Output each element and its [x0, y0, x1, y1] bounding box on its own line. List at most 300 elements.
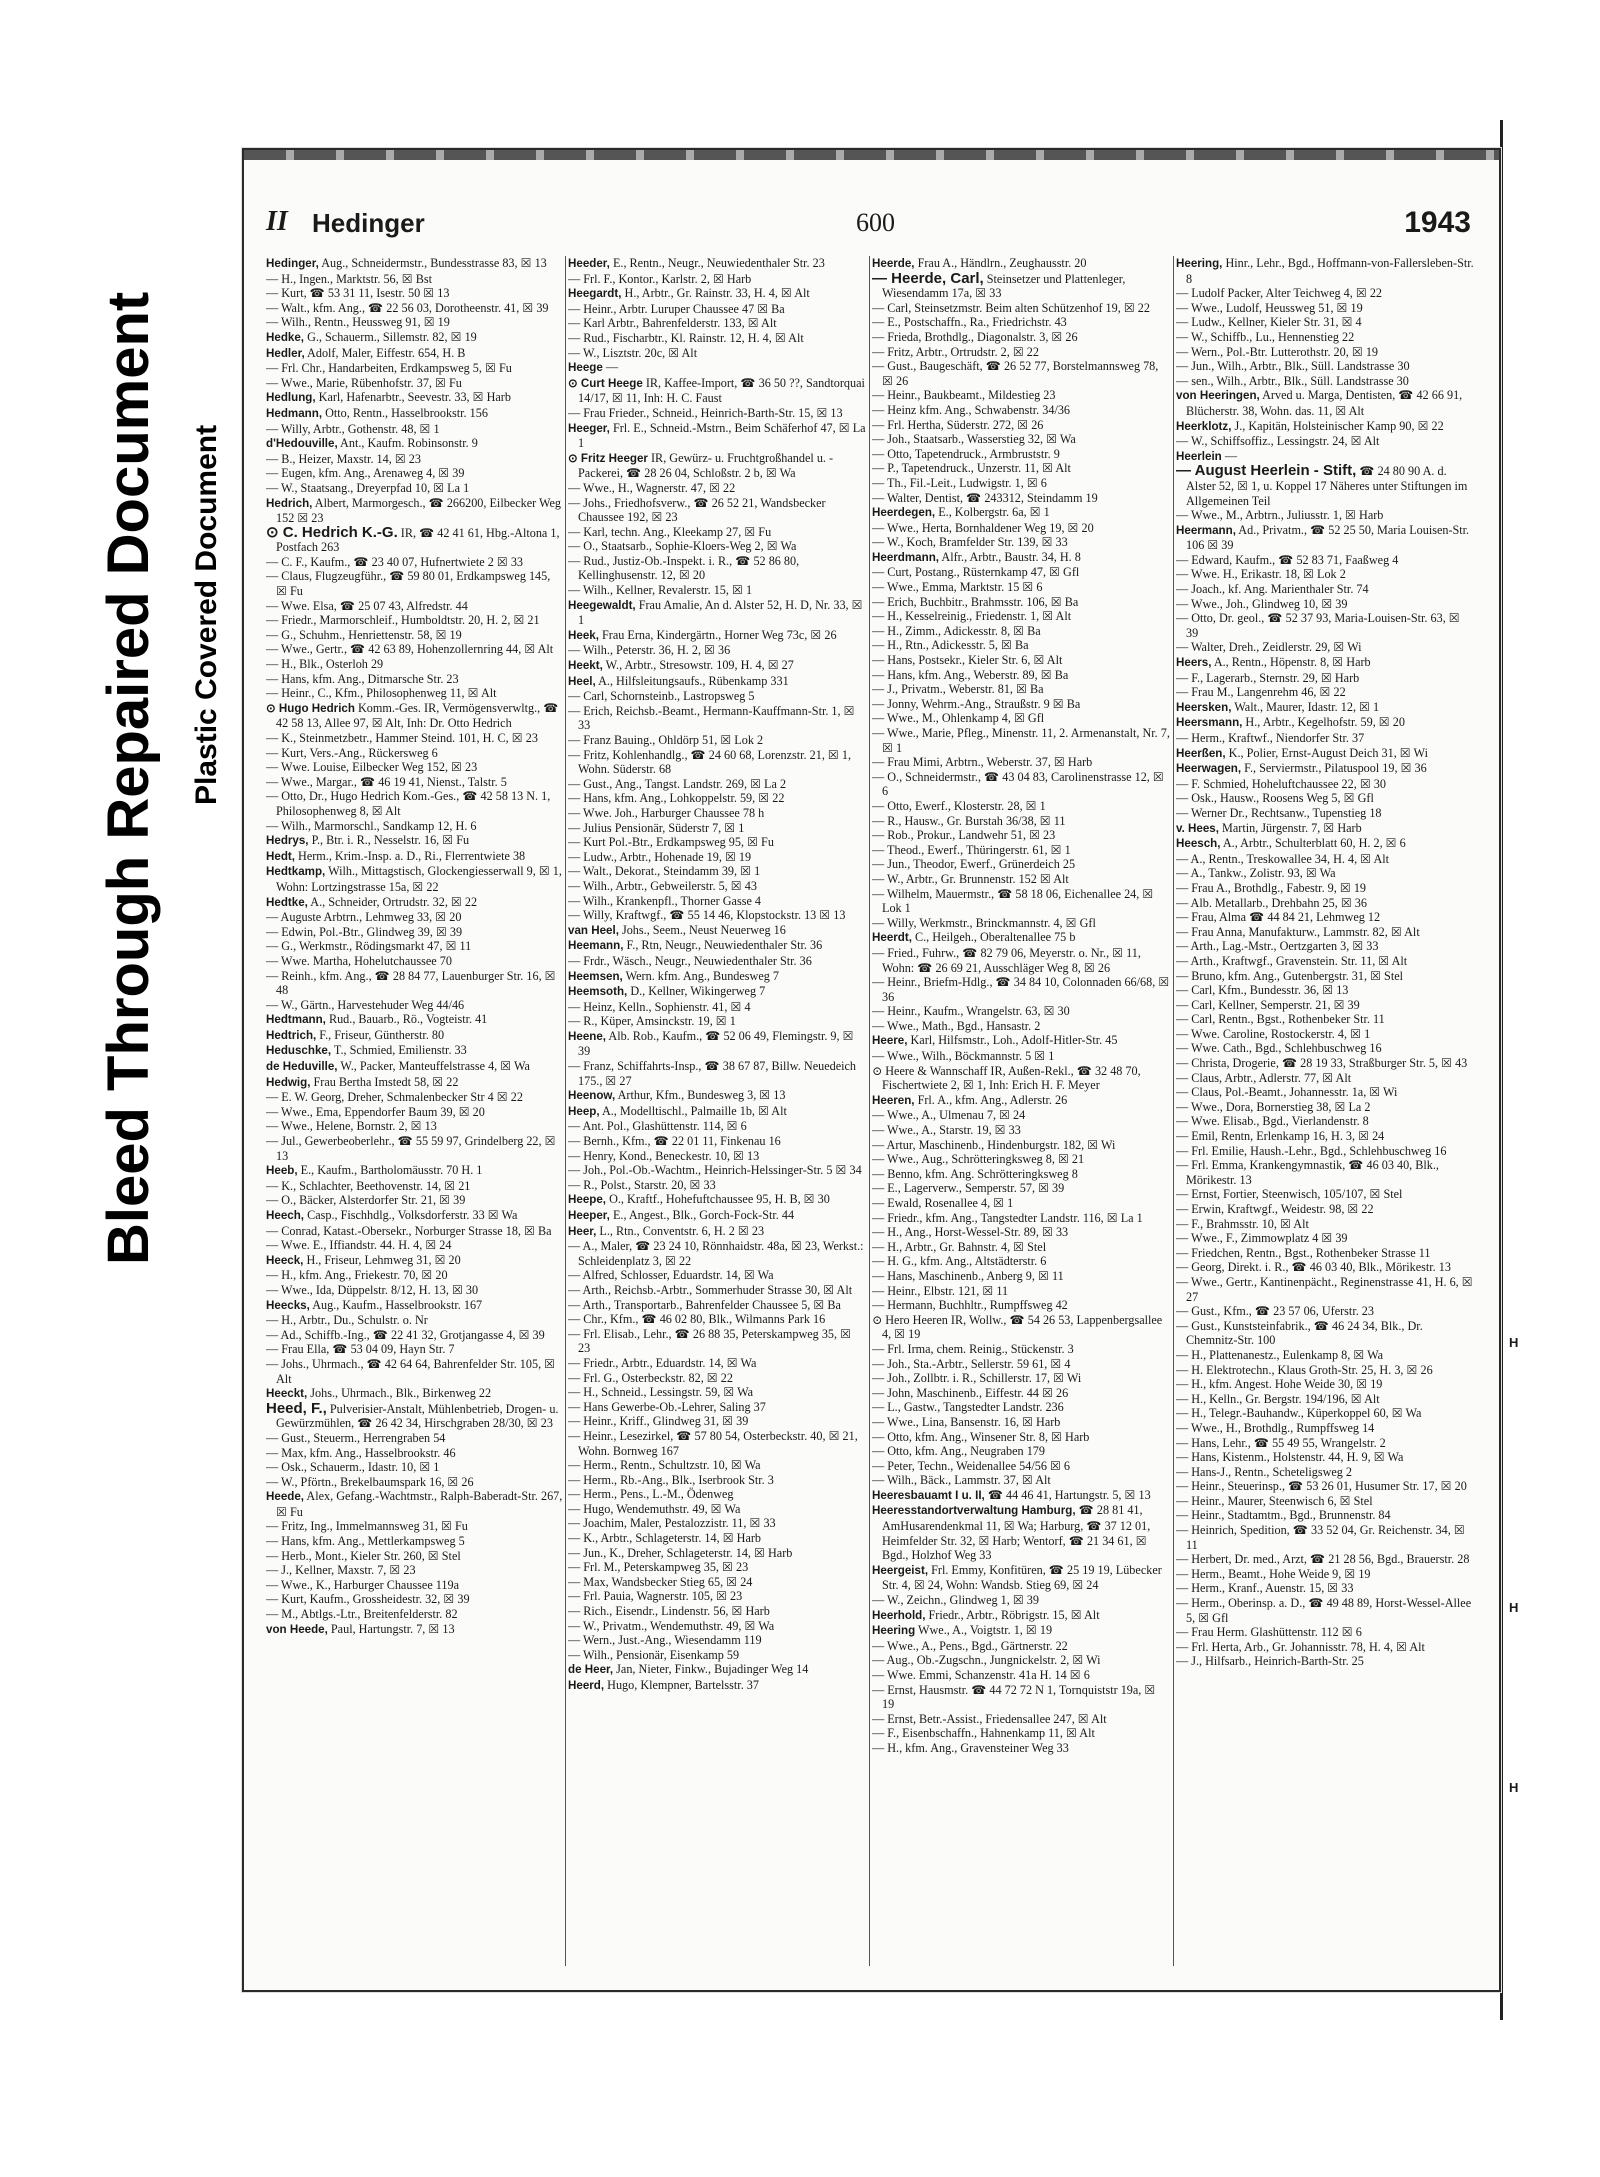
- directory-entry: [872, 330, 1170, 345]
- entry-surname: Heerwagen,: [1176, 762, 1242, 776]
- entry-details: — Joh., Zollbtr. i. R., Schillerstr. 17, ☒ Wi: [872, 1371, 1082, 1386]
- directory-entry: [1176, 1465, 1474, 1480]
- directory-entry: [1176, 345, 1474, 360]
- page-top-band: [244, 150, 1499, 160]
- entry-details: — Wwe., Dora, Bornerstieg 38, ☒ La 2: [1176, 1099, 1371, 1114]
- directory-entry: [1176, 1129, 1474, 1144]
- directory-entry: [872, 770, 1170, 799]
- directory-entry: [1176, 700, 1474, 716]
- directory-entry: [1176, 1363, 1474, 1378]
- entry-surname: Heerßen,: [1176, 746, 1226, 760]
- entry-details: — Joh., Staatsarb., Wasserstieg 32, ☒ Wa: [872, 432, 1076, 447]
- entry-details: — Ernst, Fortier, Steenwisch, 105/107, ☒ Stel: [1176, 1187, 1403, 1202]
- entry-details: — Bernh., Kfm., ☎ 22 01 11, Finkenau 16: [568, 1134, 781, 1149]
- entry-details: IR, Gewürz- u. Fruchtgroßhandel u. -Packerei, ☎ 28 26 04, Schloßstr. 2 b, ☒ Wa: [578, 450, 834, 481]
- directory-entry: [872, 946, 1170, 975]
- directory-entry: [1176, 1450, 1474, 1465]
- directory-entry: [872, 1503, 1170, 1562]
- entry-details: A., Arbtr., Schulterblatt 60, H. 2, ☒ 6: [1220, 836, 1406, 851]
- entry-surname: Heesch,: [1176, 837, 1221, 851]
- repaired-document-label: Repaired Document: [96, 291, 161, 840]
- directory-entry: [568, 1000, 866, 1015]
- entry-details: A., Hilfsleitungsaufs., Rübenkamp 331: [595, 673, 789, 688]
- entry-details: H., Friseur, Lehmweg 31, ☒ 20: [303, 1252, 461, 1267]
- entry-details: — Wwe., Aug., Schrötteringksweg 8, ☒ 21: [872, 1152, 1085, 1167]
- entry-details: — Osk., Hausw., Roosens Weg 5, ☒ Gfl: [1176, 791, 1374, 806]
- entry-details: — Reinh., kfm. Ang., ☎ 28 84 77, Lauenburger Str. 16, ☒ 48: [266, 968, 556, 998]
- directory-entry: [266, 746, 564, 761]
- directory-entry: [872, 461, 1170, 476]
- entry-surname: Heecks,: [266, 1298, 310, 1312]
- entry-details: — Otto, Dr., Hugo Hedrich Kom.-Ges., ☎ 42 58 13 N. 1, Philosophenweg 8, ☒ Alt: [266, 789, 551, 818]
- entry-details: — Otto, kfm. Ang., Winsener Str. 8, ☒ Harb: [872, 1429, 1090, 1444]
- directory-entry: [266, 849, 564, 865]
- entry-details: T., Schmied, Emilienstr. 33: [331, 1043, 467, 1058]
- entry-details: — A., Maler, ☎ 23 24 10, Rönnhaidstr. 48a, ☒ 23, Werkst.: Schleidenplatz 3, ☒ 22: [568, 1239, 864, 1268]
- directory-entry: [1176, 523, 1474, 553]
- directory-entry: [1176, 1144, 1474, 1159]
- directory-entry: [1176, 896, 1474, 911]
- entry-details: — K., Arbtr., Schlageterstr. 14, ☒ Harb: [568, 1531, 762, 1546]
- entry-surname: Heenow,: [568, 1089, 616, 1103]
- directory-entry: [1176, 1202, 1474, 1217]
- directory-entry: [1176, 925, 1474, 940]
- entry-details: — Wwe., Math., Bgd., Hansastr. 2: [872, 1018, 1041, 1033]
- entry-details: Frl. E., Schneid.-Mstrn., Beim Schäferhof 47, ☒ La 1: [578, 420, 866, 451]
- entry-surname: Heemsen,: [568, 969, 623, 983]
- directory-entry: [568, 984, 866, 1000]
- directory-entry: [872, 1668, 1170, 1683]
- entry-details: Frl. A., kfm. Ang., Adlerstr. 26: [914, 1092, 1068, 1107]
- directory-entry: [266, 939, 564, 954]
- entry-details: — Wwe. Emmi, Schanzenstr. 41a H. 14 ☒ 6: [872, 1668, 1090, 1682]
- edge-mark: H: [1509, 1780, 1519, 1795]
- directory-entry: [872, 447, 1170, 462]
- entry-details: Ad., Privatm., ☎ 52 25 50, Maria Louisen-Str. 106 ☒ 39: [1186, 522, 1470, 553]
- entry-details: — Fritz, Ing., Immelmannsweg 31, ☒ Fu: [266, 1519, 468, 1534]
- entry-surname: Hedlung,: [266, 391, 316, 405]
- directory-entry: [1176, 1231, 1474, 1246]
- entry-details: — Wwe., A., Starstr. 19, ☒ 33: [872, 1123, 1021, 1138]
- entry-details: — Wilh., Rentn., Heussweg 91, ☒ 19: [266, 315, 450, 330]
- directory-entry: [266, 301, 564, 316]
- column-divider: [869, 256, 870, 1966]
- running-head-name: Hedinger: [312, 208, 425, 238]
- entry-details: —: [602, 360, 619, 375]
- entry-surname: Heermann,: [1176, 523, 1236, 537]
- entry-details: — L., Gastw., Tangstedter Landstr. 236: [872, 1400, 1064, 1415]
- entry-details: — Wwe., Helene, Bornstr. 2, ☒ 13: [266, 1119, 437, 1134]
- directory-entry: [1176, 969, 1474, 984]
- entry-surname: Heeb,: [266, 1164, 298, 1178]
- entry-details: — Otto, Dr. geol., ☎ 52 37 93, Maria-Louisen-Str. 63, ☒ 39: [1176, 611, 1460, 640]
- entry-details: Casp., Fischhdlg., Volksdorferstr. 33 ☒ Wa: [304, 1208, 518, 1222]
- entry-details: C., Heilgeh., Oberaltenallee 75 b: [911, 930, 1076, 945]
- entry-details: — Christa, Drogerie, ☎ 28 19 33, Straßburger Str. 5, ☒ 43: [1176, 1056, 1468, 1071]
- entry-details: — Frl. Elisab., Lehr., ☎ 26 88 35, Peterskampweg 35, ☒ 23: [568, 1326, 852, 1356]
- entry-details: — H., Ingen., Marktstr. 56, ☒ Bst: [266, 271, 432, 286]
- directory-entry: [568, 864, 866, 879]
- entry-details: — Hans, Postsekr., Kieler Str. 6, ☒ Alt: [872, 653, 1063, 668]
- directory-entry: [872, 1623, 1170, 1639]
- entry-details: — Joach., kf. Ang. Marienthaler Str. 74: [1176, 582, 1369, 597]
- entry-details: — Hans, kfm. Ang., Lohkoppelstr. 59, ☒ 22: [568, 791, 785, 806]
- entry-details: — Edwin, Pol.-Btr., Glindweg 39, ☒ 39: [266, 924, 463, 939]
- directory-entry: [1176, 1246, 1474, 1261]
- directory-entry: [568, 1473, 866, 1488]
- directory-entry: [1176, 301, 1474, 316]
- entry-details: — R., Hausw., Gr. Burstah 36/38, ☒ 11: [872, 813, 1066, 828]
- entry-details: — Hans, Kistenm., Holstenstr. 44, H. 9, ☒ Wa: [1176, 1450, 1404, 1465]
- entry-details: — Gust., Baugeschäft, ☎ 26 52 77, Borstelmannsweg 78, ☒ 26: [872, 359, 1159, 388]
- directory-entry: [568, 1029, 866, 1059]
- directory-entry: [872, 1093, 1170, 1109]
- directory-entry: [266, 998, 564, 1013]
- directory-entry: [568, 1414, 866, 1429]
- entry-details: — Heinr., Lesezirkel, ☎ 57 80 54, Osterbeckstr. 40, ☒ 21, Wohn. Bornweg 167: [568, 1428, 858, 1458]
- directory-entry: [1176, 1654, 1474, 1669]
- entry-details: Herm., Krim.-Insp. a. D., Ri., Flerrentwiete 38: [294, 848, 526, 863]
- entry-highlight-name: — Heerde, Carl,: [872, 269, 984, 287]
- directory-entry: [266, 1328, 564, 1343]
- entry-details: — Wwe. E., Iffiandstr. 44. H. 4, ☒ 24: [266, 1238, 452, 1253]
- directory-entry: [568, 525, 866, 540]
- entry-details: Martin, Jürgenstr. 7, ☒ Harb: [1218, 820, 1362, 835]
- entry-details: ⊙ Heere & Wannschaff IR, Außen-Rekl., ☎ 32 48 70, Fischertwiete 2, ☒ 1, Inh: Erich H. F. Meyer: [872, 1063, 1141, 1093]
- directory-entry: [568, 1059, 866, 1088]
- directory-entry: [266, 1268, 564, 1283]
- directory-entry: [872, 624, 1170, 639]
- entry-details: — Wwe. Cath., Bgd., Schlehbuschweg 16: [1176, 1041, 1382, 1056]
- entry-details: — Arth., Kraftwgf., Gravenstein. Str. 11, ☒ Alt: [1176, 953, 1408, 968]
- entry-details: — R., Küper, Amsinckstr. 19, ☒ 1: [568, 1014, 736, 1029]
- column-divider: [565, 256, 566, 1966]
- directory-entry: [266, 731, 564, 746]
- entry-details: — Osk., Schauerm., Idastr. 10, ☒ 1: [266, 1460, 440, 1475]
- directory-entry: [266, 1607, 564, 1622]
- entry-details: — Wwe. Caroline, Rostockerstr. 4, ☒ 1: [1176, 1026, 1371, 1041]
- entry-surname: Hedwig,: [266, 1075, 311, 1089]
- entry-details: — Wwe., Emma, Marktstr. 15 ☒ 6: [872, 580, 1043, 595]
- directory-entry: [872, 1004, 1170, 1019]
- entry-details: — Wilh., Kellner, Revalerstr. 15, ☒ 1: [568, 583, 753, 598]
- entry-details: — F., Lagerarb., Sternstr. 29, ☒ Harb: [1176, 670, 1360, 685]
- directory-entry: [266, 436, 564, 452]
- entry-details: Frau Bertha Imstedt 58, ☒ 22: [310, 1074, 459, 1089]
- entry-details: — Frl. Herta, Arb., Gr. Johannisstr. 78, H. 4, ☒ Alt: [1176, 1639, 1425, 1654]
- entry-details: — Wilh., Pensionär, Eisenkamp 59: [568, 1647, 740, 1662]
- entry-details: — Walter, Dreh., Zeidlerstr. 29, ☒ Wi: [1176, 640, 1362, 655]
- entry-details: — Ernst, Betr.-Assist., Friedensallee 247, ☒ Alt: [872, 1711, 1107, 1726]
- column-3: [872, 256, 1170, 1966]
- directory-entry: [1176, 508, 1474, 523]
- entry-details: — Wern., Pol.-Btr. Lutterothstr. 20, ☒ 19: [1176, 344, 1379, 359]
- entry-details: ⊙ Hero Heeren IR, Wollw., ☎ 54 26 53, Lappenbergsallee 4, ☒ 19: [872, 1312, 1163, 1342]
- entry-details: — Erich, Reichsb.-Beamt., Hermann-Kauffmann-Str. 1, ☒ 33: [568, 703, 855, 733]
- directory-entry: [266, 1253, 564, 1269]
- directory-entry: [1176, 1071, 1474, 1086]
- entry-details: Ant., Kaufm. Robinsonstr. 9: [337, 436, 478, 451]
- entry-details: — O., Staatsarb., Sophie-Kloers-Weg 2, ☒ Wa: [568, 539, 797, 554]
- directory-entry: [1176, 434, 1474, 449]
- directory-entry: [872, 1639, 1170, 1654]
- entry-details: — J., Kellner, Maxstr. 7, ☒ 23: [266, 1563, 416, 1578]
- directory-entry: [1176, 1348, 1474, 1363]
- directory-entry: [568, 1546, 866, 1561]
- entry-details: — F., Eisenbschaffn., Hahnenkamp 11, ☒ Alt: [872, 1726, 1095, 1741]
- entry-details: — Claus, Arbtr., Adlerstr. 77, ☒ Alt: [1176, 1070, 1352, 1085]
- entry-details: IR, ☎ 42 41 61, Hbg.-Altona 1, Postfach 263: [276, 525, 560, 555]
- directory-entry: [872, 828, 1170, 843]
- directory-entry: [872, 580, 1170, 595]
- directory-entry: [1176, 359, 1474, 374]
- entry-details: — W., Lisztstr. 20c, ☒ Alt: [568, 345, 698, 360]
- entry-details: — Wwe., Wilh., Böckmannstr. 5 ☒ 1: [872, 1049, 1055, 1064]
- directory-entry: [568, 1487, 866, 1502]
- entry-details: — Ludolf Packer, Alter Teichweg 4, ☒ 22: [1176, 286, 1383, 301]
- entry-surname: Hedler,: [266, 346, 305, 360]
- entry-details: — Werner Dr., Rechtsanw., Tupenstieg 18: [1176, 805, 1382, 820]
- entry-details: — Aug., Ob.-Zugschn., Jungnickelstr. 2, ☒ Wi: [872, 1653, 1101, 1668]
- entry-details: — Wilh., Krankenpfl., Thorner Gasse 4: [568, 893, 761, 908]
- directory-entry: [1176, 1027, 1474, 1042]
- page-header: [266, 206, 1477, 246]
- entry-details: — A., Rentn., Treskowallee 34, H. 4, ☒ Alt: [1176, 851, 1390, 866]
- directory-entry: [568, 1516, 866, 1531]
- entry-details: — W., Arbtr., Gr. Brunnenstr. 152 ☒ Alt: [872, 871, 1069, 886]
- entry-details: — Artur, Maschinenb., Hindenburgstr. 182, ☒ Wi: [872, 1137, 1116, 1152]
- entry-details: — Frl. M., Peterskampweg 35, ☒ 23: [568, 1560, 749, 1575]
- directory-entry: [872, 609, 1170, 624]
- directory-entry: [1176, 685, 1474, 700]
- directory-entry: [266, 361, 564, 376]
- entry-details: — Walter, Dentist, ☎ 243312, Steindamm 19: [872, 490, 1098, 505]
- directory-entry: [266, 466, 564, 481]
- directory-entry: [266, 657, 564, 672]
- directory-entry: [266, 1313, 564, 1328]
- entry-details: — Henry, Kond., Beneckestr. 10, ☒ 13: [568, 1148, 760, 1163]
- directory-entry: [872, 1152, 1170, 1167]
- directory-entry: [872, 1138, 1170, 1153]
- directory-entry: [1176, 1275, 1474, 1304]
- entry-details: — Erich, Buchbitr., Brahmsstr. 106, ☒ Ba: [872, 594, 1079, 609]
- entry-details: — Julius Pensionär, Süderstr 7, ☒ 1: [568, 820, 745, 835]
- directory-entry: [872, 345, 1170, 360]
- entry-details: — Hans-J., Rentn., Scheteligsweg 2: [1176, 1464, 1353, 1479]
- entry-details: — Carl, Steinsetzmstr. Beim alten Schützenhof 19, ☒ 22: [872, 300, 1150, 315]
- directory-entry: [266, 819, 564, 834]
- directory-entry: [266, 1592, 564, 1607]
- entry-details: — K., Schlachter, Beethovenstr. 14, ☒ 21: [266, 1178, 471, 1193]
- entry-details: — Herb., Mont., Kieler Str. 260, ☒ Stel: [266, 1548, 461, 1563]
- directory-entry: [568, 628, 866, 644]
- directory-entry: [266, 833, 564, 849]
- entry-details: — W., Schiffb., Lu., Hennenstieg 22: [1176, 329, 1355, 344]
- entry-details: O., Kraftf., Hohefuftchaussee 95, H. B, ☒ 30: [606, 1192, 830, 1207]
- entry-details: — Hans, Maschinenb., Anberg 9, ☒ 11: [872, 1268, 1064, 1283]
- entry-surname: Heeresstandortverwaltung Hamburg,: [872, 1504, 1076, 1518]
- entry-details: — Heinr., Arbtr. Luruper Chaussee 47 ☒ Ba: [568, 301, 785, 316]
- entry-details: — Arth., Transportarb., Bahrenfelder Chaussee 5, ☒ Ba: [568, 1297, 841, 1312]
- entry-details: — Heinz kfm. Ang., Schwabenstr. 34/36: [872, 402, 1071, 417]
- entry-highlight-name: Heed, F.,: [266, 1399, 327, 1417]
- entry-surname: Heegardt,: [568, 287, 622, 301]
- entry-details: — Conrad, Katast.-Obersekr., Norburger Strasse 18, ☒ Ba: [266, 1223, 552, 1238]
- directory-entry: [872, 1563, 1170, 1593]
- entry-details: — H., Telegr.-Bauhandw., Küperkoppel 60, ☒ Wa: [1176, 1406, 1422, 1421]
- directory-entry: [266, 1075, 564, 1091]
- directory-entry: [872, 476, 1170, 491]
- entry-surname: Heeck,: [266, 1253, 304, 1267]
- directory-entry: [266, 1578, 564, 1593]
- directory-entry: [266, 346, 564, 362]
- entry-details: — Franz, Schiffahrts-Insp., ☎ 38 67 87, Billw. Neuedeich 175., ☒ 27: [568, 1059, 856, 1088]
- directory-entry: [266, 1549, 564, 1564]
- directory-entry: [872, 872, 1170, 887]
- directory-entry: [872, 1415, 1170, 1430]
- directory-entry: [568, 821, 866, 836]
- entry-details: — H., Ang., Horst-Wessel-Str. 89, ☒ 33: [872, 1225, 1069, 1240]
- entry-details: — Gust., Kfm., ☎ 23 57 06, Uferstr. 23: [1176, 1304, 1374, 1319]
- directory-entry: [568, 1088, 866, 1104]
- entry-details: K., Polier, Ernst-August Deich 31, ☒ Wi: [1225, 745, 1428, 760]
- entry-details: D., Kellner, Wikingerweg 7: [627, 984, 766, 999]
- entry-details: — Frau Anna, Manufakturw., Lammstr. 82, ☒ Alt: [1176, 924, 1420, 939]
- entry-surname: Hedrys,: [266, 834, 309, 848]
- directory-entry: [1176, 1158, 1474, 1187]
- entry-details: — Gust., Ang., Tangst. Landstr. 269, ☒ La 2: [568, 776, 787, 791]
- entry-details: — O., Bäcker, Alsterdorfer Str. 21, ☒ 39: [266, 1193, 466, 1208]
- entry-details: W., Packer, Manteuffelstrasse 4, ☒ Wa: [337, 1059, 530, 1074]
- entry-details: — Wilh., Arbtr., Gebweilerstr. 5, ☒ 43: [568, 878, 757, 893]
- entry-details: Hinr., Lehr., Bgd., Hoffmann-von-Fallersleben-Str. 8: [1186, 256, 1474, 286]
- entry-details: — Friedchen, Rentn., Bgst., Rothenbeker Strasse 11: [1176, 1245, 1431, 1260]
- entry-details: F., Rtn, Neugr., Neuwiedenthaler Str. 36: [623, 938, 823, 953]
- directory-entry: [1176, 1640, 1474, 1655]
- entry-surname: Hedrich,: [266, 496, 313, 510]
- entry-details: — Carl, Kellner, Semperstr. 21, ☒ 39: [1176, 997, 1360, 1012]
- entry-details: — Ant. Pol., Glashüttenstr. 114, ☒ 6: [568, 1119, 747, 1134]
- directory-entry: [872, 726, 1170, 755]
- directory-entry: [872, 711, 1170, 726]
- entry-details: — Wwe., H., Brothdlg., Rumpffsweg 14: [1176, 1420, 1375, 1435]
- entry-details: — Auguste Arbtrn., Lehmweg 33, ☒ 20: [266, 910, 462, 925]
- entry-details: Walt., Maurer, Idastr. 12, ☒ 1: [1231, 699, 1380, 714]
- entry-details: — Wwe. Joh., Harburger Chaussee 78 h: [568, 805, 765, 820]
- entry-details: — Jonny, Wehrm.-Ang., Straußstr. 9 ☒ Ba: [872, 696, 1081, 711]
- entry-details: L., Rtn., Conventstr. 6, H. 2 ☒ 23: [596, 1223, 765, 1238]
- entry-highlight-name: ⊙ C. Hedrich K.-G.: [266, 523, 398, 541]
- entry-details: — J., Hilfsarb., Heinrich-Barth-Str. 25: [1176, 1654, 1364, 1669]
- entry-details: — Frau Ella, ☎ 53 04 09, Hayn Str. 7: [266, 1342, 455, 1357]
- entry-details: — F., Brahmsstr. 10, ☒ Alt: [1176, 1216, 1309, 1231]
- entry-details: — Frl. Pauia, Wagnerstr. 105, ☒ 23: [568, 1589, 743, 1604]
- directory-entry: [568, 346, 866, 361]
- entry-details: — H., Schneid., Lessingstr. 59, ☒ Wa: [568, 1385, 754, 1400]
- entry-details: — Wwe., Margar., ☎ 46 19 41, Nienst., Talstr. 5: [266, 774, 507, 789]
- entry-surname: Hedtkamp,: [266, 865, 326, 879]
- entry-details: — Wwe., H., Wagnerstr. 47, ☒ 22: [568, 480, 736, 495]
- directory-entry: [872, 799, 1170, 814]
- entry-details: — Herm., Beamt., Hohe Weide 9, ☒ 19: [1176, 1566, 1371, 1581]
- directory-entry: [872, 697, 1170, 712]
- directory-entry: [568, 496, 866, 525]
- directory-entry: [568, 1662, 866, 1678]
- entry-details: — A., Tankw., Zolistr. 93, ☒ Wa: [1176, 866, 1336, 881]
- directory-entry: [1176, 983, 1474, 998]
- directory-entry: [872, 887, 1170, 916]
- directory-entry: [568, 1163, 866, 1178]
- directory-entry: [872, 359, 1170, 388]
- entry-details: — Emil, Rentn, Erlenkamp 16, H. 3, ☒ 24: [1176, 1129, 1385, 1144]
- directory-entry: [568, 1134, 866, 1149]
- directory-entry: [266, 1043, 564, 1059]
- directory-entry: [568, 748, 866, 777]
- entry-details: — Wwe., F., Zimmowplatz 4 ☒ 39: [1176, 1231, 1348, 1246]
- directory-entry: [1176, 806, 1474, 821]
- entry-details: Wwe., A., Voigtstr. 1, ☒ 19: [915, 1623, 1053, 1638]
- entry-details: — Kurt, Vers.-Ang., Rückersweg 6: [266, 745, 438, 760]
- directory-entry: [266, 1519, 564, 1534]
- entry-details: — Carl, Rentn., Bgst., Rothenbeker Str. 11: [1176, 1012, 1385, 1027]
- entry-details: — Claus, Flugzeugführ., ☎ 59 80 01, Erdkampsweg 145, ☒ Fu: [266, 569, 551, 599]
- directory-entry: [266, 599, 564, 614]
- directory-entry: [568, 1371, 866, 1386]
- directory-entry: [568, 360, 866, 376]
- entry-surname: Heere,: [872, 1034, 908, 1048]
- entry-details: — E., Lagerverw., Semperstr. 57, ☒ 39: [872, 1181, 1065, 1196]
- entry-details: — Joh., Pol.-Ob.-Wachtm., Heinrich-Helssinger-Str. 5 ☒ 34: [568, 1163, 862, 1178]
- entry-details: — Wilh., Marmorschl., Sandkamp 12, H. 6: [266, 818, 477, 833]
- edge-mark: H: [1509, 1335, 1519, 1350]
- entry-details: — Wilhelm, Mauermstr., ☎ 58 18 06, Eichenallee 24, ☒ Lok 1: [872, 886, 1154, 916]
- entry-surname: Heerd,: [568, 1679, 605, 1692]
- directory-entry: [872, 1741, 1170, 1756]
- entry-details: — Willy, Werkmstr., Brinckmannstr. 4, ☒ Gfl: [872, 915, 1096, 930]
- section-roman: II: [266, 206, 288, 237]
- directory-entry: [872, 301, 1170, 316]
- directory-entry: [1176, 464, 1474, 508]
- entry-surname: van Heel,: [568, 923, 619, 937]
- entry-details: F., Serviermstr., Pilatuspool 19, ☒ 36: [1241, 761, 1427, 776]
- entry-details: — Carl, Kfm., Bundesstr. 36, ☒ 13: [1176, 983, 1349, 998]
- directory-entry: [872, 755, 1170, 770]
- directory-entry: [872, 843, 1170, 858]
- directory-entry: [1176, 1494, 1474, 1509]
- entry-details: — Wwe., Herta, Bornhaldener Weg 19, ☒ 20: [872, 520, 1094, 535]
- entry-surname: Heersken,: [1176, 700, 1232, 714]
- directory-entry: [568, 1327, 866, 1356]
- entry-details: — Frl. G., Osterbeckstr. 82, ☒ 22: [568, 1370, 733, 1385]
- directory-entry: [1176, 998, 1474, 1013]
- entry-details: — Wwe., Joh., Glindweg 10, ☒ 39: [1176, 596, 1348, 611]
- entry-surname: von Heeringen,: [1176, 389, 1260, 403]
- directory-entry: [872, 1225, 1170, 1240]
- entry-surname: Heemann,: [568, 939, 624, 953]
- directory-entry: [568, 481, 866, 496]
- directory-entry: [266, 1283, 564, 1298]
- entry-details: E., Kaufm., Bartholomäusstr. 70 H. 1: [297, 1163, 483, 1178]
- directory-entry: [266, 406, 564, 422]
- directory-entry: [872, 930, 1170, 946]
- entry-surname: Heerlein: [1176, 449, 1222, 463]
- directory-entry: [266, 1134, 564, 1163]
- directory-entry: [1176, 567, 1474, 582]
- year: 1943: [1404, 206, 1471, 239]
- entry-details: — Walt., kfm. Ang., ☎ 22 56 03, Dorotheenstr. 41, ☒ 39: [266, 300, 549, 315]
- directory-entry: [266, 1489, 564, 1519]
- entry-details: Wern. kfm. Ang., Bundesweg 7: [622, 968, 779, 983]
